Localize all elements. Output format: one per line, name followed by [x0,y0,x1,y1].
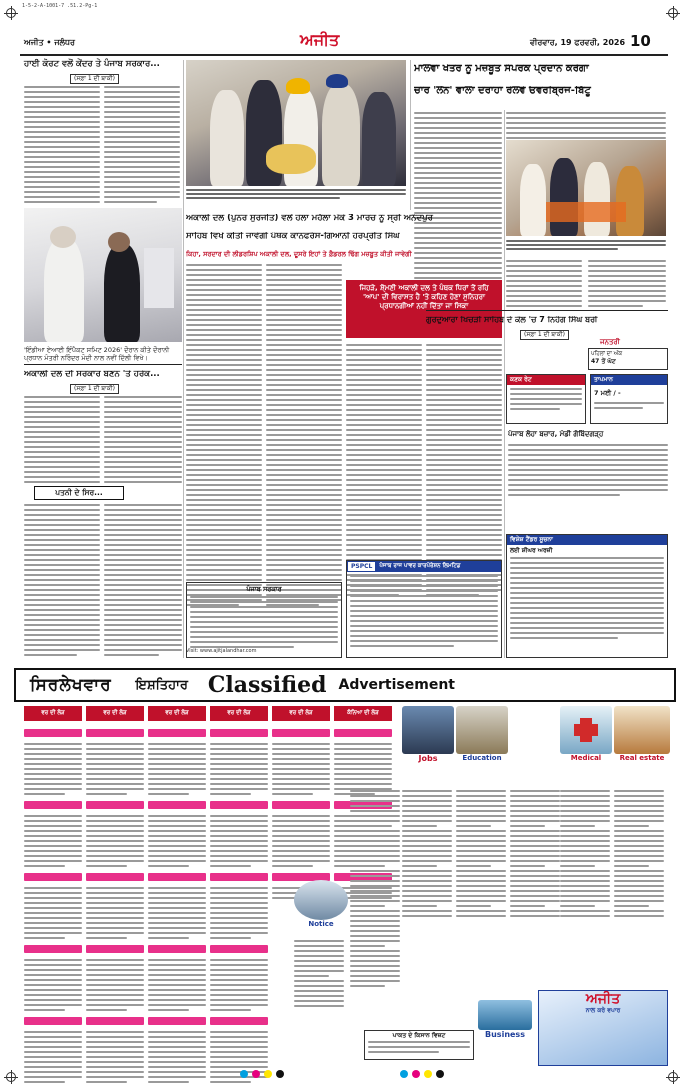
classified-col-head-6: ਕੰਨਿਆ ਦੀ ਲੋੜ [334,706,392,721]
registration-mark-top-left [6,8,16,18]
akali-sarkar-col2 [104,396,182,483]
ad-notice-label: Notice [308,920,334,928]
high-court-body-col2 [104,86,180,203]
classified-extra-body-7 [350,790,400,987]
classified-col-body-4 [210,726,268,1089]
ajit-promo-ad [538,990,668,1066]
jantri-value: 47 ਤੋਂ ਘੱਟ [591,358,616,365]
photo-modi-ai-summit [24,208,182,342]
classified-header [14,668,676,702]
ajit-promo-brand: ਅਜੀਤ [585,991,621,1007]
akali-pullquote: ਜਿਹੜੇ, ਸ਼ੋ੍ਮਣੀ ਅਕਾਲੀ ਦਲ ਤੇ ਪੰਥਕ ਧਿਰਾਂ ਤੋਂ ਰਹਿ 'ਆਪ' ਦੀ ਵਿਰਾਸਤ ਹੈ 'ਤੇ ਕਹਿਣ ਹੋਣਾ ਸੁਨਿਹਰਾ ਪ੍ਰਧਾਨਗੀਆਂ ਨਹੀਂ ਦਿੱਤਾ ਜਾ ਸਿਕਾ [346,280,502,338]
akali-body-col4 [426,344,502,596]
jantri-box [588,348,668,370]
page-date: ਵੀਰਵਾਰ, 19 ਫਰਵਰੀ, 2026 [530,38,626,47]
classified-title-pa2: ਇਸ਼ਤਿਹਾਰ [135,677,188,693]
ad-jobs-label: Jobs [418,754,438,763]
prices-box [506,374,586,424]
photo-group-bouquet [186,60,406,186]
photo-bittu-ceremony [506,140,666,236]
ad-education-label: Education [462,754,502,762]
jantri-title: ਜਨਤਰੀ [600,338,620,346]
govt-notice-title: ਪੰਜਾਬ ਸਰਕਾਰ [246,585,282,593]
classified-extra-body-1 [402,790,452,917]
print-slug: 1-5-2-A-1001-7 .51.2-Pg-1 [22,3,98,9]
akali-subhead: ਕਿਹਾ, ਸਰਦਾਰ ਦੀ ਲੀਡਰਸ਼ਿਪ ਅਕਾਲੀ ਦਲ, ਦੂਸਰੇ ਇਹਾਂ ਤੇ ਫ਼ੈਡਰਲ ਢਿੱਗ ਮਜ਼ਬੂਤ ਕੀਤੀ ਜਾਵੇਗੀ [186,250,412,258]
ad-jobs [402,706,454,782]
classified-col-head-2: ਵਰ ਦੀ ਲੋੜ [86,706,144,721]
malwa-body-col3 [506,260,582,307]
classified-col-head-1: ਵਰ ਦੀ ਲੋੜ [24,706,82,721]
prices-label: ਕਣਕ ਰੇਟ [507,375,585,385]
registration-mark-top-right [668,8,678,18]
akali-body-col1 [186,264,262,606]
kisan-box [364,1030,474,1060]
classified-title-pa: ਸਿਰਲੇਖਵਾਰ [30,675,112,695]
akali-body-col3 [346,344,422,596]
ad-notice [294,880,348,938]
high-court-continued: (ਸਫ਼ਾ 1 ਦੀ ਬਾਕੀ) [70,74,119,84]
akali-sarkar-col1 [24,396,100,483]
registration-mark-bottom-left [6,1072,16,1082]
jantri-label: ਪਹਿਲਾਂ ਦਾ ਅੰਕ [591,351,623,357]
classified-title-en2: Advertisement [338,677,455,693]
akali-headline-line2: ਸਾਹਿਬ ਵਿਖੇ ਕੀਤੀ ਜਾਵੇਗੀ ਪੰਥਕ ਕਾਨਫਰੰਸ-ਗਿਆਨੀ ਹਰਪ੍ਰੀਤ ਸਿੰਘ [186,232,400,241]
steel-market-body [508,444,668,496]
ad-business [478,1000,532,1050]
classified-col-body-3 [148,726,206,1089]
high-court-headline: ਹਾਈ ਕੋਰਟ ਵਲੋਂ ਕੇਂਦਰ ਤੇ ਪੰਜਾਬ ਸਰਕਾਰ... [24,59,160,69]
classified-extra-body-4 [560,790,610,917]
ad-medical [560,706,612,782]
malwa-body-col2 [506,112,666,139]
ad-medical-label: Medical [570,754,602,762]
tender-title: ਵਿਸ਼ੇਸ਼ ਟੈਂਡਰ ਸੂਚਨਾ [507,535,667,545]
malwa-headline-line2: ਚਾਰ 'ਲੇਨ' ਵਾਲਾ ਦੋਰਾਹਾ ਰੇਲਵੇ ਓਵਰਬ੍ਰਿਜ-ਬਿੱਟੂ [414,86,591,96]
header-rule [20,54,668,56]
malwa-headline-line1: ਮਾਲਵਾ ਖੇਤਰ ਨੂੰ ਮਜ਼ਬੂਤ ਸੰਪਰਕ ਪ੍ਰਦਾਨ ਕਰੇਗਾ [414,64,589,74]
pspcl-box [346,560,502,658]
edition-label: ਅਜੀਤ • ਜਲੰਧਰ [24,38,75,47]
ad-real-estate [614,706,670,782]
classified-extra-body-5 [614,790,664,917]
ad-business-label: Business [485,1030,525,1039]
patni-box-title: ਪਤਨੀ ਦੇ ਸਿਰ... [34,486,124,500]
tender-sub: ਲਈ ਸ਼ੀਘਰ ਅਰਜ਼ੀ [510,547,553,554]
tender-box [506,534,668,658]
high-court-body-col1 [24,86,100,203]
akali-body-col2 [266,264,342,606]
gurdwara-headline: ਗੁਰਦੁਆਰਾ ਖਿਚੜੀ ਸਾਹਿਬ ਦੇ ਕੋਲ 'ਚ 7 ਨਿਹੰਗ ਸਿੰਘ ਬਰੀ [426,316,598,324]
weather-label: ਤਾਪਮਾਨ [591,375,667,385]
bittu-caption [506,240,666,250]
ajit-promo-tagline: ਨਾਲ ਕਰੋ ਵਪਾਰ [585,1007,621,1014]
weather-value: 7 ਮਈ / - [594,389,621,397]
pspcl-short: PSPCL [348,562,375,571]
steel-market-title: ਪੰਜਾਬ ਲੋਹਾ ਬਜ਼ਾਰ, ਮੰਡੀ ਗੋਬਿੰਦਗੜ੍ਹ [508,430,604,438]
pspcl-title: ਪੰਜਾਬ ਰਾਜ ਪਾਵਰ ਕਾਰਪੋਰੇਸ਼ਨ ਲਿਮਟਿਡ [379,563,461,569]
classified-title-en: Classified [207,672,327,698]
classified-col-head-4: ਵਰ ਦੀ ਲੋੜ [210,706,268,721]
classified-col-body-5 [272,726,330,899]
malwa-body-col4 [588,260,666,307]
weather-box [590,374,668,424]
classified-col-head-5: ਵਰ ਦੀ ਲੋੜ [272,706,330,721]
ad-real-estate-label: Real estate [619,754,665,762]
gurdwara-continued: (ਸਫ਼ਾ 1 ਦੀ ਬਾਕੀ) [520,330,569,340]
akali-sarkar-headline: ਅਕਾਲੀ ਦਲ ਦੀ ਸਰਕਾਰ ਬਣਨ 'ਤੇ ਹਰੇਕ... [24,370,160,379]
masthead-logo: ਅਜੀਤ [300,30,340,49]
classified-col-body-1 [24,726,82,1089]
classified-extra-body-6 [294,940,344,1007]
bouquet-caption [186,189,406,199]
classified-col-body-2 [86,726,144,1089]
registration-mark-bottom-right [668,1072,678,1082]
kisan-title: ਪਾਕਤ ਦੇ ਕਿਸਾਨ ਵਿਜ਼ਟ [392,1032,446,1039]
footer-note: Visit: www.ajitjalandhar.com [186,648,257,654]
classified-extra-body-3 [510,790,560,917]
patni-col1 [24,504,100,656]
govt-notice-box [186,582,342,658]
akali-headline-line1: ਅਕਾਲੀ ਦਲ (ਪੁਨਰ ਸੁਰਜੀਤ) ਵਲੋਂ ਹੋਲਾ ਮਹੱਲਾ ਮੌਕੇ 3 ਮਾਰਚ ਨੂੰ ਸ੍ਰੀ ਅਨੰਦਪੁਰ [186,214,433,223]
page-number: 10 [630,32,651,50]
ad-education [456,706,508,782]
modi-caption: 'ਇੰਡੀਆ ਏਆਈ ਇੰਪੈਕਟ ਸਮਿਟ 2026' ਦੌਰਾਨ ਕੀਤੇ ਦੌਰਾਨੀ ਪ੍ਰਧਾਨ ਮੰਤਰੀ ਨਰਿੰਦਰ ਮੋਦੀ ਨਾਲ ਨਵੀਂ ਦਿੱਲੀ ਵਿਖੇ। [24,346,170,363]
akali-sarkar-continued: (ਸਫ਼ਾ 1 ਦੀ ਬਾਕੀ) [70,384,119,394]
classified-extra-body-2 [456,790,506,917]
patni-col2 [104,504,182,656]
classified-col-head-3: ਵਰ ਦੀ ਲੋੜ [148,706,206,721]
